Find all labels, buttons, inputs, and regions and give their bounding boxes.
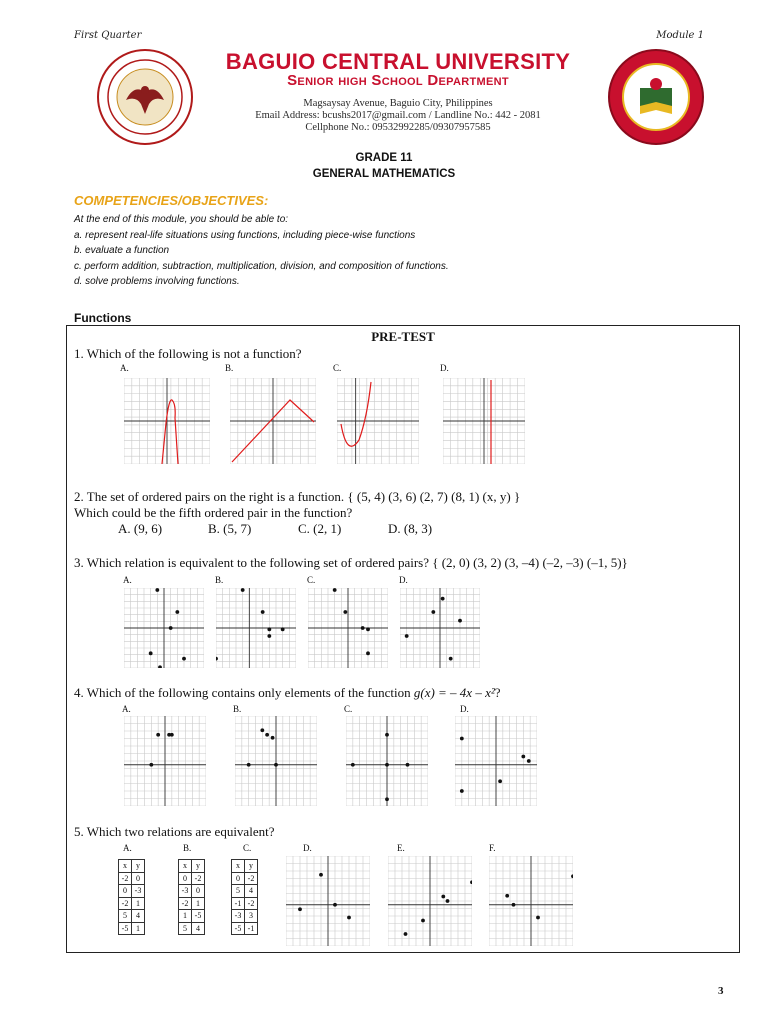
table-cell: 4 [132,910,145,923]
table-cell: 1 [192,897,205,910]
q1-label-a: A. [120,363,129,373]
table-cell: 0 [119,885,132,898]
q2-choice-d[interactable]: D. (8, 3) [388,521,433,536]
objective-item: d. solve problems involving functions. [74,276,240,287]
university-seal-left [96,48,194,146]
question-1: 1. Which of the following is not a function? [74,346,302,361]
table-cell: 4 [192,922,205,935]
shs-seal-right [606,48,706,146]
table-cell: -2 [192,872,205,885]
q5-graph-f [489,856,573,946]
table-row [119,922,145,935]
table-cell: -2 [119,872,132,885]
table-row [232,885,258,898]
objective-item: c. perform addition, subtraction, multiplication, division, and composition of functions. [74,260,449,272]
table-cell: -5 [192,910,205,923]
subject-title: GENERAL MATHEMATICS [312,168,456,180]
q1-graph-a [124,378,210,464]
table-cell: -2 [119,897,132,910]
table-row [179,872,205,885]
grade-title: GRADE 11 [355,152,413,164]
table-row [232,872,258,885]
table-cell: 4 [245,885,258,898]
table-cell: 1 [179,910,192,923]
table-row [179,860,205,873]
question-3: 3. Which relation is equivalent to the following set of ordered pairs? { (2, 0) (3, 2) (3, –4) (–2, –3) (–1, 5)} [74,555,628,570]
q1-graph-b [230,378,316,464]
table-cell: y [132,860,145,873]
quarter-label: First Quarter [74,30,142,41]
table-cell: 0 [232,872,245,885]
table-row [119,910,145,923]
table-cell: 0 [192,885,205,898]
objectives-intro: At the end of this module, you should be able to: [74,214,289,225]
q3-label-c: C. [307,575,316,585]
table-row [179,922,205,935]
q5-graph-e [388,856,472,946]
q5-table-c [231,859,258,935]
table-row [119,860,145,873]
table-row [232,860,258,873]
question-2-line-1: 2. The set of ordered pairs on the right is a function. { (5, 4) (3, 6) (2, 7) (8, 1) (x, y) } [74,489,521,504]
q4-graph-a [124,716,206,806]
q5-label-a: A. [123,843,132,853]
q3-graph-d [400,588,480,668]
table-cell: -5 [232,922,245,935]
table-cell: y [245,860,258,873]
competencies-heading: COMPETENCIES/OBJECTIVES: [74,193,269,208]
q1-label-b: B. [225,363,234,373]
table-cell: 5 [232,885,245,898]
question-4 [74,685,501,701]
q2-choice-a[interactable]: A. (9, 6) [118,521,163,536]
address-block [200,98,596,134]
q5-label-c: C. [243,843,252,853]
q1-graph-d [443,378,525,464]
university-name: BAGUIO CENTRAL UNIVERSITY [225,49,571,74]
question-2-line-2: Which could be the fifth ordered pair in the function? [74,505,353,520]
table-cell: -5 [119,922,132,935]
q3-graph-b [216,588,296,668]
q5-label-e: E. [397,843,405,853]
table-cell: -1 [245,922,258,935]
address-line: Cellphone No.: 09532992285/09307957585 [305,122,491,133]
table-row [119,885,145,898]
table-cell: -3 [179,885,192,898]
question-4-end: ? [494,685,501,700]
q2-choice-b[interactable]: B. (5, 7) [208,521,252,536]
q4-label-d: D. [460,704,469,714]
table-cell: 1 [132,897,145,910]
q2-choice-c[interactable]: C. (2, 1) [298,521,342,536]
address-line: Email Address: bcushs2017@gmail.com / Landline No.: 442 - 2081 [255,110,541,121]
table-row [179,885,205,898]
department-name: Senior high School Department [287,72,509,89]
table-cell: x [179,860,192,873]
table-cell: x [119,860,132,873]
q5-label-d: D. [303,843,312,853]
q3-graph-c [308,588,388,668]
table-row [179,897,205,910]
q1-graph-c [337,378,419,464]
q5-graph-d [286,856,370,946]
table-cell: 1 [132,922,145,935]
q5-table-b [178,859,205,935]
table-cell: y [192,860,205,873]
q4-function: g(x) = – 4x – x² [413,685,495,700]
q4-graph-b [235,716,317,806]
table-cell: -1 [232,897,245,910]
address-line: Magsaysay Avenue, Baguio City, Philippines [303,98,493,109]
table-row [232,922,258,935]
table-cell: -2 [245,897,258,910]
table-row [119,872,145,885]
table-cell: 0 [132,872,145,885]
q4-graph-d [455,716,537,806]
q4-label-a: A. [122,704,131,714]
question-5: 5. Which two relations are equivalent? [74,824,275,839]
table-row [232,910,258,923]
table-cell: -3 [232,910,245,923]
pretest-title: PRE-TEST [371,329,435,344]
table-cell: 5 [119,910,132,923]
q5-label-b: B. [183,843,192,853]
table-row [179,910,205,923]
q1-label-c: C. [333,363,342,373]
q5-label-f: F. [489,843,496,853]
q3-label-d: D. [399,575,408,585]
q4-label-c: C. [344,704,353,714]
q4-label-b: B. [233,704,242,714]
table-cell: -3 [132,885,145,898]
q1-label-d: D. [440,363,449,373]
objective-item: a. represent real-life situations using functions, including piece-wise functions [74,229,416,241]
question-4-text: 4. Which of the following contains only elements of the function [74,685,414,700]
table-cell: 5 [179,922,192,935]
objective-item: b. evaluate a function [74,245,170,256]
table-cell: x [232,860,245,873]
table-cell: 3 [245,910,258,923]
q3-label-a: A. [123,575,132,585]
module-label: Module 1 [656,30,704,41]
q3-graph-a [124,588,204,668]
table-row [232,897,258,910]
q3-label-b: B. [215,575,224,585]
page-number: 3 [718,985,724,997]
q5-table-a [118,859,145,935]
table-cell: -2 [245,872,258,885]
objectives-list [74,212,449,290]
table-cell: 0 [179,872,192,885]
table-cell: -2 [179,897,192,910]
table-row [119,897,145,910]
section-title: Functions [74,311,132,325]
q4-graph-c [346,716,428,806]
